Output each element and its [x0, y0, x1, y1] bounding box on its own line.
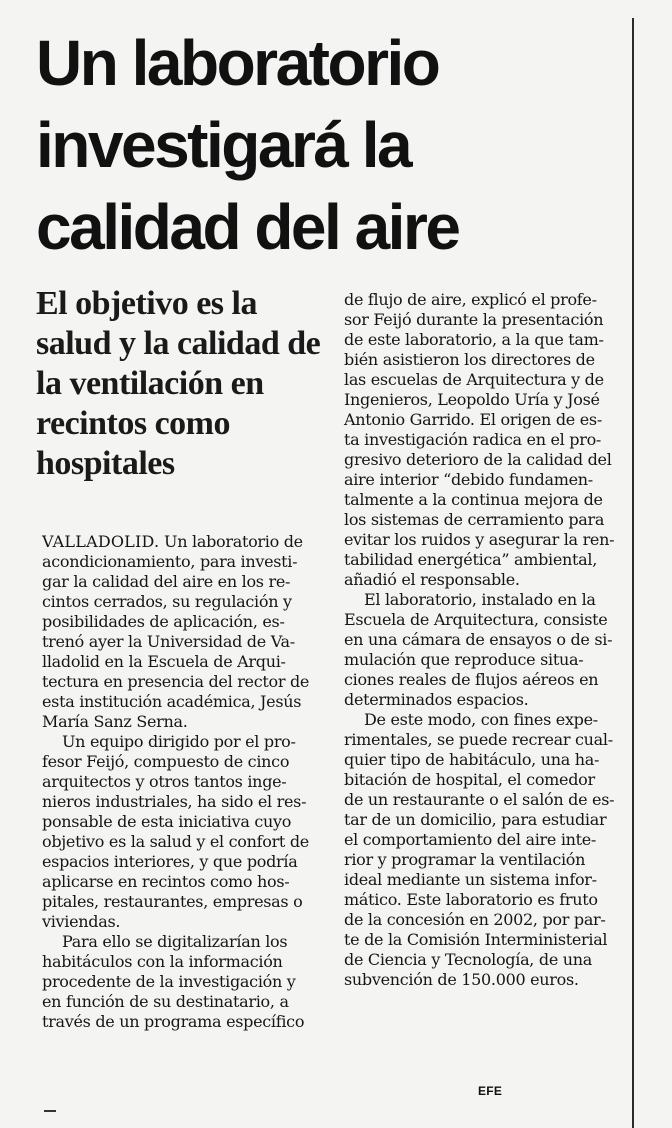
- body-line: subvención de 150.000 euros.: [344, 970, 579, 989]
- subheadline-line: recintos como: [36, 405, 230, 442]
- body-line: tectura en presencia del rector de: [42, 672, 310, 691]
- body-line: pitales, restaurantes, empresas o: [42, 892, 303, 911]
- body-line: cintos cerrados, su regulación y: [42, 592, 292, 611]
- body-line: lladolid en la Escuela de Arqui-: [42, 652, 286, 671]
- body-line: determinados espacios.: [344, 690, 529, 709]
- body-line: aire interior “debido fundamen-: [344, 470, 593, 489]
- body-line: nieros industriales, ha sido el res-: [42, 792, 307, 811]
- headline-line: calidad del aire: [36, 191, 459, 263]
- body-line: talmente a la continua mejora de: [344, 490, 603, 509]
- body-line: Para ello se digitalizarían los: [62, 932, 288, 951]
- body-line: María Sanz Serna.: [42, 712, 188, 731]
- article-column-right: [344, 290, 632, 990]
- body-line: tar de un domicilio, para estudiar: [344, 810, 607, 829]
- headline: [36, 22, 626, 268]
- subheadline-line: salud y la calidad de: [36, 325, 321, 362]
- body-line: bién asistieron los directores de: [344, 350, 595, 369]
- body-line: ciones reales de flujos aéreos en: [344, 670, 599, 689]
- body-line-text: Un laboratorio de: [159, 532, 303, 551]
- body-line: en una cámara de ensayos o de si-: [344, 630, 613, 649]
- body-line: El laboratorio, instalado en la: [364, 590, 596, 609]
- body-line: las escuelas de Arquitectura y de: [344, 370, 604, 389]
- scan-mark: [44, 1110, 56, 1112]
- body-line: mático. Este laboratorio es fruto: [344, 890, 598, 909]
- body-paragraph: [344, 290, 632, 590]
- body-line: bitación de hospital, el comedor: [344, 770, 595, 789]
- body-line: trenó ayer la Universidad de Va-: [42, 632, 295, 651]
- body-paragraph: [42, 732, 332, 932]
- body-line: rimentales, se puede recrear cual-: [344, 730, 613, 749]
- body-line: ideal mediante un sistema infor-: [344, 870, 597, 889]
- agency-credit: EFE: [478, 1084, 503, 1098]
- body-line: Antonio Garrido. El origen de es-: [344, 410, 602, 429]
- headline-line: investigará la: [36, 109, 411, 181]
- body-line: acondicionamiento, para investi-: [42, 552, 298, 571]
- body-line: ta investigación radica en el pro-: [344, 430, 602, 449]
- body-line: fesor Feijó, compuesto de cinco: [42, 752, 290, 771]
- body-line: evitar los ruidos y asegurar la ren-: [344, 530, 615, 549]
- subheadline: [36, 284, 336, 484]
- body-paragraph: [42, 932, 332, 1032]
- body-line: te de la Comisión Interministerial: [344, 930, 608, 949]
- body-line: posibilidades de aplicación, es-: [42, 612, 285, 631]
- dateline: VALLADOLID.: [42, 532, 160, 551]
- body-line: añadió el responsable.: [344, 570, 520, 589]
- body-line: aplicarse en recintos como hos-: [42, 872, 290, 891]
- body-line: [42, 532, 332, 552]
- body-line: sor Feijó durante la presentación: [344, 310, 604, 329]
- body-line: de la concesión en 2002, por par-: [344, 910, 606, 929]
- body-line: esta institución académica, Jesús: [42, 692, 302, 711]
- body-line: habitáculos con la información: [42, 952, 283, 971]
- body-line: quier tipo de habitáculo, una ha-: [344, 750, 600, 769]
- body-paragraph: [344, 710, 632, 990]
- body-line: tabilidad energética” ambiental,: [344, 550, 598, 569]
- body-line: arquitectos y otros tantos inge-: [42, 772, 287, 791]
- body-line: De este modo, con fines expe-: [364, 710, 598, 729]
- body-line: Un equipo dirigido por el pro-: [62, 732, 296, 751]
- body-line: gar la calidad del aire en los re-: [42, 572, 291, 591]
- body-line: gresivo deterioro de la calidad del: [344, 450, 612, 469]
- body-line: Ingenieros, Leopoldo Uría y José: [344, 390, 600, 409]
- body-line: ponsable de esta iniciativa cuyo: [42, 812, 292, 831]
- body-line: espacios interiores, y que podría: [42, 852, 298, 871]
- body-line: objetivo es la salud y el confort de: [42, 832, 309, 851]
- body-line: procedente de la investigación y: [42, 972, 296, 991]
- body-line: de un restaurante o el salón de es-: [344, 790, 615, 809]
- subheadline-line: hospitales: [36, 445, 175, 482]
- body-line: el comportamiento del aire inte-: [344, 830, 597, 849]
- headline-line: Un laboratorio: [36, 27, 439, 99]
- body-line: de Ciencia y Tecnología, de una: [344, 950, 593, 969]
- article-column-left: [42, 532, 332, 1032]
- body-line: mulación que reproduce situa-: [344, 650, 584, 669]
- subheadline-line: El objetivo es la: [36, 285, 257, 322]
- body-line: través de un programa específico: [42, 1012, 305, 1031]
- body-line: en función de su destinatario, a: [42, 992, 289, 1011]
- column-rule: [632, 18, 634, 1128]
- body-line: de flujo de aire, explicó el profe-: [344, 290, 597, 309]
- body-line: de este laboratorio, a la que tam-: [344, 330, 604, 349]
- body-line: viviendas.: [42, 912, 121, 931]
- body-line: los sistemas de cerramiento para: [344, 510, 605, 529]
- body-line: Escuela de Arquitectura, consiste: [344, 610, 608, 629]
- body-paragraph: [42, 532, 332, 732]
- body-line: rior y programar la ventilación: [344, 850, 586, 869]
- body-paragraph: [344, 590, 632, 710]
- subheadline-line: la ventilación en: [36, 365, 264, 402]
